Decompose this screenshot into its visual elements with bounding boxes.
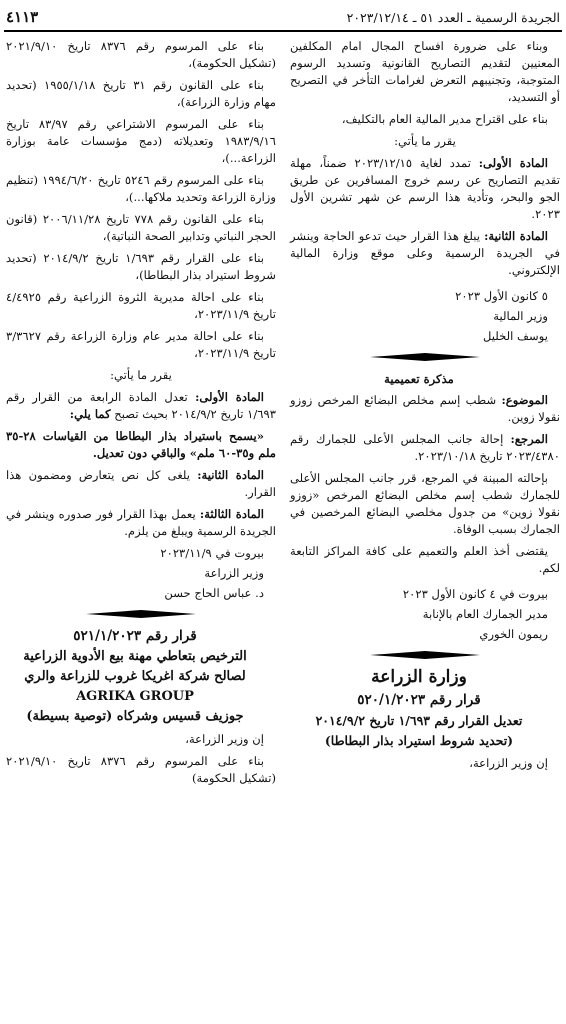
decision-subtitle: تعديل القرار رقم ١/٦٩٣ تاريخ ٢٠١٤/٩/٢: [315, 713, 523, 728]
signature-date: ٥ كانون الأول ٢٠٢٣: [455, 289, 548, 303]
paragraph: وبناء على ضرورة افساح المجال امام المكلفين المعنيين لتقديم التصاريح القانونية وتسديد الرسوم المتوجبة، وتجنيبهم التعرض لغرامات التأخر في التصريح أو التسديد،: [290, 39, 560, 104]
decides-line: يقرر ما يأتي:: [394, 134, 456, 148]
article-text: يعمل بهذا القرار فور صدوره وينشر في الجريدة الرسمية ويبلغ من يلزم.: [6, 507, 276, 538]
decision-title: قرار رقم ٥٢٠/١/٢٠٢٣: [357, 692, 481, 708]
signer-name: يوسف الخليل: [483, 329, 548, 343]
article-2: [6, 467, 276, 501]
decision-subtitle: (تحديد شروط استيراد بذار البطاطا): [324, 733, 514, 748]
signer-name: ريمون الخوري: [479, 627, 548, 641]
paragraph: بناء على احالة مدير عام وزارة الزراعة رقم ٣/٣٦٢٧ تاريخ ٢٠٢٣/١١/٩،: [6, 329, 276, 360]
paragraph: بإحالته المبينة في المرجع، قرر جانب المجلس الأعلى للجمارك شطب إسم مخلص البضائع المرخص «زوزو نقولا زوين» من جدول مخلصي البضائع المرخصين في الجمارك بسبب الوفاة.: [290, 471, 560, 536]
article-label: المادة الثالثة:: [199, 507, 264, 521]
paragraph: يقتضى أخذ العلم والتعميم على كافة المراكز التابعة لكم.: [290, 544, 560, 575]
signature-date: بيروت في ٢٠٢٣/١١/٩: [160, 546, 264, 560]
paragraph: بناء على القرار رقم ١/٦٩٣ تاريخ ٢٠١٤/٩/٢ (تحديد شروط استيراد بذار البطاطا)،: [6, 251, 276, 282]
article-label: المادة الأولى:: [478, 156, 548, 170]
article-1: [290, 155, 560, 223]
paragraph: بناء على القانون رقم ٣١ تاريخ ١٩٥٥/١/١٨ (تحديد مهام وزارة الزراعة)،: [6, 78, 276, 109]
decision-subtitle: جوزيف قسيس وشركاه (توصية بسيطة): [26, 709, 244, 724]
section-separator: [86, 610, 196, 618]
reference-text: إحالة جانب المجلس الأعلى للجمارك رقم ٢٠٢٣/٤٣٨٠ تاريخ ٢٠٢٣/١٠/١٨.: [290, 432, 560, 463]
article-1: [6, 389, 276, 423]
signer-title: وزير المالية: [493, 309, 548, 323]
paragraph: بناء على المرسوم رقم ٨٣٧٦ تاريخ ٢٠٢١/٩/١٠ (تشكيل الحكومة): [6, 754, 276, 785]
header-rule: [4, 30, 562, 32]
decision-intro: إن وزير الزراعة،: [185, 732, 264, 746]
subject-text: شطب إسم مخلص البضائع المرخص زوزو نقولا زوين.: [290, 393, 560, 424]
ministry-heading: وزارة الزراعة: [371, 667, 467, 687]
right-column: [290, 38, 560, 777]
page-number: ٤١١٣: [6, 8, 39, 26]
decision-intro: إن وزير الزراعة،: [469, 756, 548, 770]
decision-subtitle-latin: [6, 688, 276, 706]
memo-subject: [290, 392, 560, 426]
article-label: المادة الأولى:: [195, 390, 264, 404]
article-2: [290, 228, 560, 279]
signer-name: د. عباس الحاج حسن: [164, 586, 264, 600]
company-latin-name: AGRIKA GROUP: [76, 689, 194, 704]
article-quote: «يسمح باستيراد بذار البطاطا من القياسات ٢٨-٣٥ ملم و٣٥-٦٠ ملم» والباقي دون تعديل.: [6, 429, 276, 460]
article-text-bold: كما يلي:: [69, 407, 111, 421]
paragraph: بناء على القانون رقم ٧٧٨ تاريخ ٢٠٠٦/١١/٢٨ (قانون الحجر النباتي وتدابير الصحة النباتية)،: [6, 212, 276, 243]
article-label: المادة الثانية:: [484, 229, 548, 243]
memo-reference: [290, 431, 560, 465]
article-text: يلغى كل نص يتعارض ومضمون هذا القرار.: [6, 468, 276, 499]
section-separator: [370, 651, 480, 659]
memo-title: مذكرة تعميمية: [384, 372, 454, 386]
article-label: المادة الثانية:: [197, 468, 264, 482]
article-text: تمدد لغاية ٢٠٢٣/١٢/١٥ ضمناً، مهلة تقديم التصاريح عن رسم خروج المسافرين عن طريق الجو والبحر، وتأدية هذا الرسم عن شهر تشرين الأول ٢٠٢٣.: [290, 156, 560, 221]
paragraph: بناء على المرسوم الاشتراعي رقم ٨٣/٩٧ تاريخ ١٩٨٣/٩/١٦ وتعديلاته (دمج مؤسسات عامة بوزارة الزراعة...)،: [6, 117, 276, 165]
paragraph: بناء على المرسوم رقم ٨٣٧٦ تاريخ ٢٠٢١/٩/١٠ (تشكيل الحكومة)،: [6, 39, 276, 70]
section-separator: [370, 353, 480, 361]
left-column: [6, 38, 276, 792]
journal-title: الجريدة الرسمية ـ العدد ٥١ ـ ٢٠٢٣/١٢/١٤: [346, 9, 560, 25]
subject-label: الموضوع:: [501, 393, 548, 407]
signature-date: بيروت في ٤ كانون الأول ٢٠٢٣: [402, 587, 548, 601]
article-text: تعدل المادة الرابعة من القرار رقم ١/٦٩٣ تاريخ ٢٠١٤/٩/٢ بحيث تصبح: [6, 390, 276, 421]
decides-line: يقرر ما يأتي:: [110, 368, 172, 382]
signer-title: وزير الزراعة: [204, 566, 264, 580]
page-header: [6, 4, 560, 30]
decision-title: قرار رقم ٥٢١/١/٢٠٢٣: [73, 628, 197, 644]
article-3: [6, 506, 276, 540]
paragraph: بناء على اقتراح مدير المالية العام بالتكليف،: [341, 112, 548, 126]
reference-label: المرجع:: [510, 432, 548, 446]
article-text: يبلغ هذا القرار حيث تدعو الحاجة وينشر في الجريدة الرسمية وعلى موقع وزارة المالية الإلكتروني.: [290, 229, 560, 277]
decision-subtitle: الترخيص بتعاطي مهنة بيع الأدوية الزراعية: [23, 649, 247, 664]
decision-subtitle: لصالح شركة اغريكا غروب للزراعة والري: [24, 669, 246, 684]
signer-title: مدير الجمارك العام بالإنابة: [422, 607, 548, 621]
paragraph: بناء على المرسوم رقم ٥٢٤٦ تاريخ ١٩٩٤/٦/٢٠ (تنظيم وزارة الزراعة وتحديد ملاكها...)،: [6, 173, 276, 204]
paragraph: بناء على احالة مديرية الثروة الزراعية رقم ٤/٤٩٢٥ تاريخ ٢٠٢٣/١١/٩،: [6, 290, 276, 321]
